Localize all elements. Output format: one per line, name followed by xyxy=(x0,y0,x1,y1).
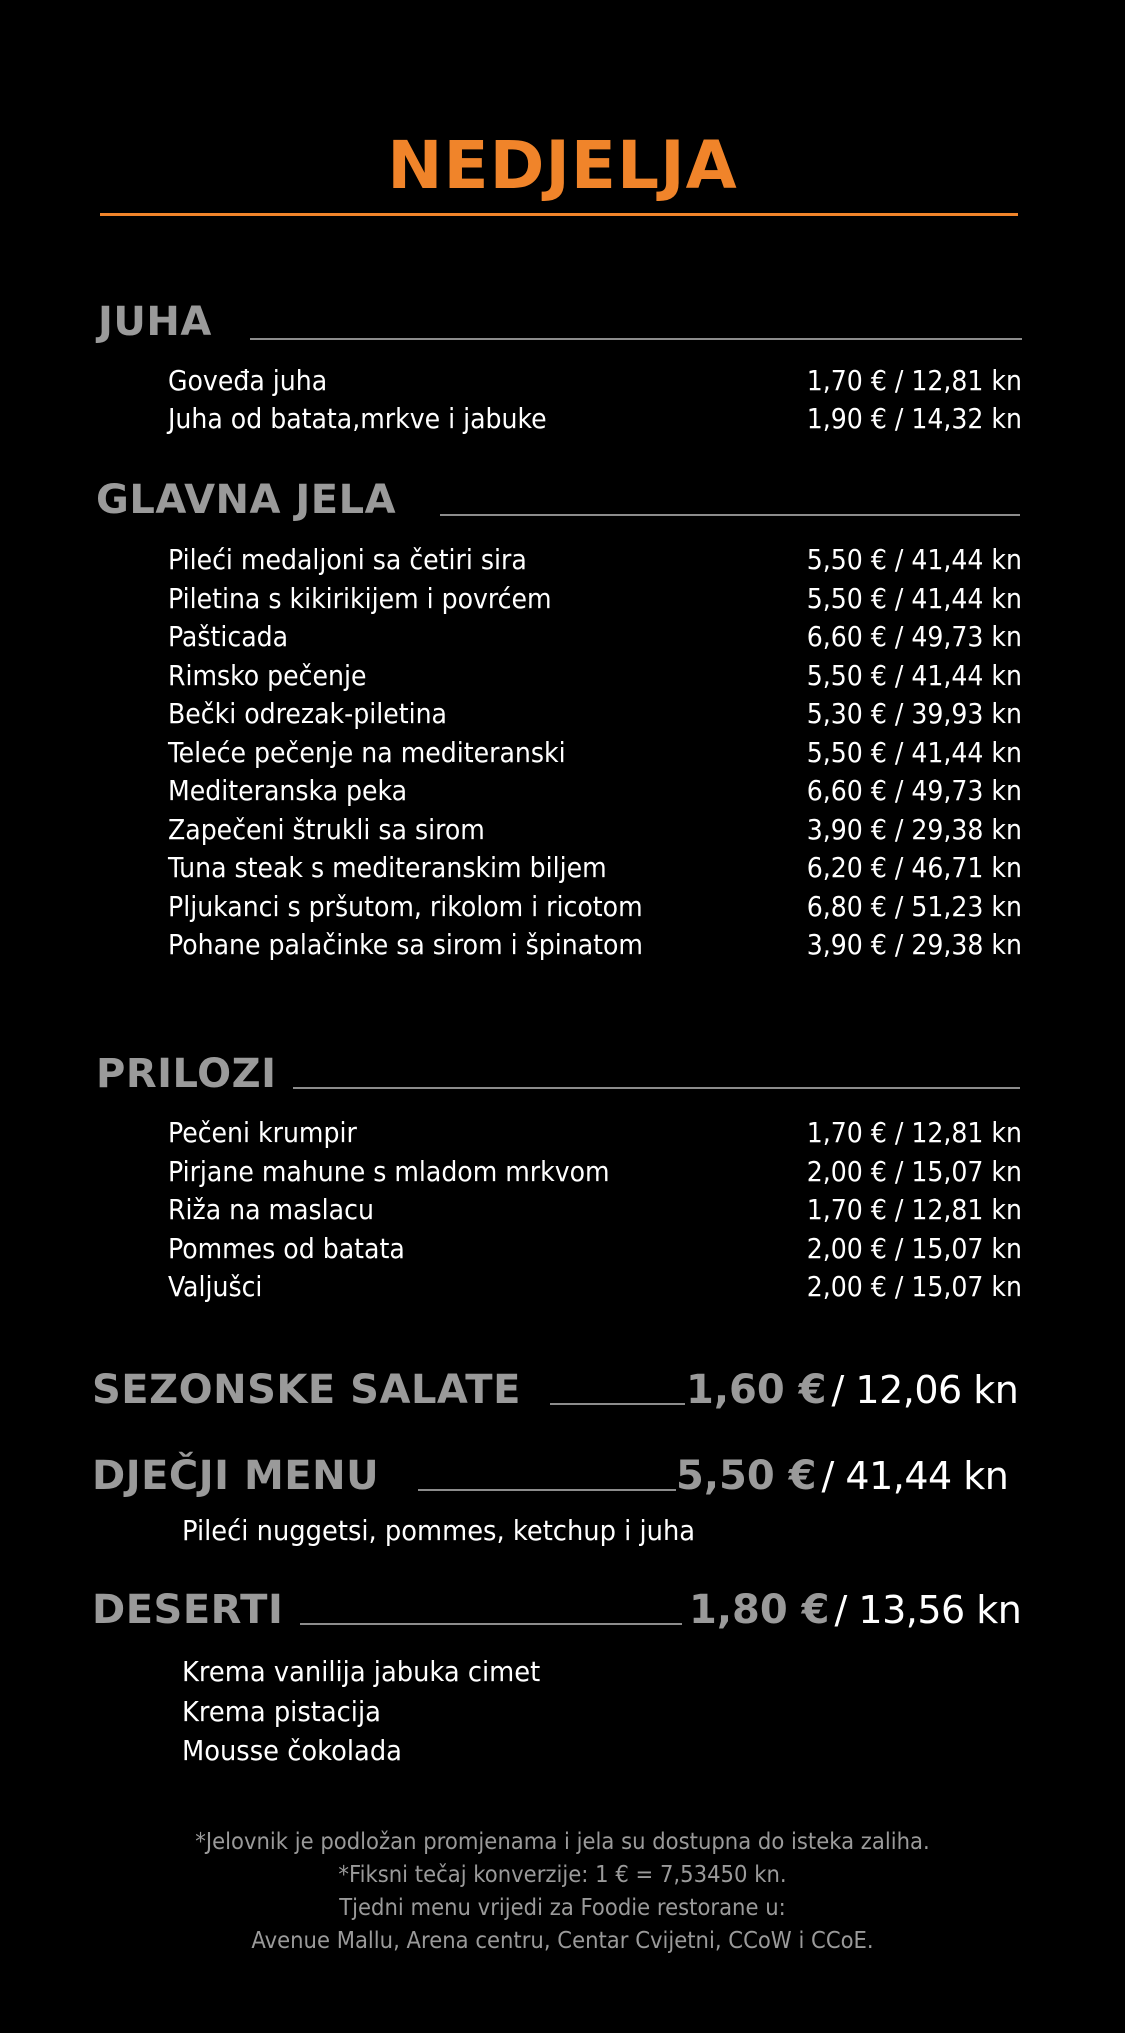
menu-item xyxy=(0,888,1125,926)
dessert-item: Mousse čokolada xyxy=(182,1734,402,1767)
item-price: 5,50 € / 41,44 kn xyxy=(806,658,1022,692)
section-divider-prilozi xyxy=(293,1087,1020,1089)
footer-line: Avenue Mallu, Arena centru, Centar Cvijetni, CCoW i CCoE. xyxy=(251,1928,874,1954)
item-price: 3,90 € / 29,38 kn xyxy=(806,928,1022,961)
item-name: Riža na maslacu xyxy=(168,1193,374,1226)
menu-item xyxy=(0,811,1125,849)
section-price-djecji-menu xyxy=(676,1452,1008,1508)
item-name: Pečeni krumpir xyxy=(168,1116,357,1149)
price-eur: 1,80 € xyxy=(689,1587,830,1633)
menu-item xyxy=(0,1268,1125,1306)
menu-item xyxy=(0,1230,1125,1268)
section-divider-juha xyxy=(250,338,1022,340)
dessert-item: Krema vanilija jabuka cimet xyxy=(182,1655,541,1688)
item-price: 5,50 € / 41,44 kn xyxy=(806,735,1022,769)
item-price: 2,00 € / 15,07 kn xyxy=(806,1231,1022,1265)
title-divider xyxy=(100,213,1018,216)
menu-item xyxy=(0,657,1125,695)
section-price-deserti xyxy=(689,1586,1021,1642)
menu-item xyxy=(0,362,1125,400)
section-heading-deserti: DESERTI xyxy=(92,1587,284,1633)
item-name: Tuna steak s mediteranskim biljem xyxy=(168,851,607,884)
item-name: Pohane palačinke sa sirom i špinatom xyxy=(168,928,643,961)
item-name: Pileći medaljoni sa četiri sira xyxy=(168,543,527,576)
menu-item xyxy=(0,734,1125,772)
item-name: Pašticada xyxy=(168,620,289,653)
menu-item xyxy=(0,772,1125,810)
price-eur: 5,50 € xyxy=(676,1453,817,1499)
menu-item xyxy=(0,926,1125,964)
item-name: Valjušci xyxy=(168,1270,263,1303)
section-divider-deserti xyxy=(300,1623,682,1625)
item-price: 2,00 € / 15,07 kn xyxy=(806,1154,1022,1188)
item-name: Zapečeni štrukli sa sirom xyxy=(168,812,485,846)
section-heading-djecji-menu: DJEČJI MENU xyxy=(92,1453,380,1499)
section-heading-juha: JUHA xyxy=(98,299,212,345)
djecji-menu-description: Pileći nuggetsi, pommes, ketchup i juha xyxy=(182,1514,696,1547)
item-name: Pommes od batata xyxy=(168,1231,405,1265)
dessert-item: Krema pistacija xyxy=(182,1695,381,1728)
item-price: 3,90 € / 29,38 kn xyxy=(806,812,1022,846)
item-price: 1,70 € / 12,81 kn xyxy=(806,1193,1022,1226)
item-name: Goveđa juha xyxy=(168,364,328,397)
menu-item xyxy=(0,1191,1125,1229)
item-price: 6,60 € / 49,73 kn xyxy=(806,620,1022,653)
section-divider-djecji-menu xyxy=(418,1489,676,1491)
item-name: Pljukanci s pršutom, rikolom i ricotom xyxy=(168,889,643,923)
item-name: Bečki odrezak-piletina xyxy=(168,697,447,730)
menu-item xyxy=(0,541,1125,579)
footer-line: Tjedni menu vrijedi za Foodie restorane u: xyxy=(339,1895,786,1921)
item-price: 1,90 € / 14,32 kn xyxy=(806,402,1022,435)
menu-item xyxy=(0,849,1125,887)
item-price: 6,20 € / 46,71 kn xyxy=(806,851,1022,884)
section-divider-glavna-jela xyxy=(440,514,1020,516)
section-heading-glavna-jela: GLAVNA JELA xyxy=(96,477,397,523)
item-price: 1,70 € / 12,81 kn xyxy=(806,364,1022,397)
item-name: Teleće pečenje na mediteranski xyxy=(168,735,566,769)
menu-item xyxy=(0,1153,1125,1191)
section-heading-sezonske-salate: SEZONSKE SALATE xyxy=(92,1367,521,1413)
item-name: Pirjane mahune s mladom mrkvom xyxy=(168,1154,610,1188)
price-eur: 1,60 € xyxy=(686,1367,827,1413)
item-name: Piletina s kikirikijem i povrćem xyxy=(168,581,552,615)
page-title: NEDJELJA xyxy=(387,127,738,204)
item-price: 6,60 € / 49,73 kn xyxy=(806,774,1022,807)
item-price: 5,50 € / 41,44 kn xyxy=(806,543,1022,576)
price-kn: / 12,06 kn xyxy=(831,1368,1019,1412)
section-heading-prilozi: PRILOZI xyxy=(96,1051,277,1097)
item-name: Rimsko pečenje xyxy=(168,658,367,692)
footer-line: *Jelovnik je podložan promjenama i jela su dostupna do isteka zaliha. xyxy=(195,1829,930,1855)
section-divider-sezonske-salate xyxy=(550,1403,685,1405)
item-price: 5,50 € / 41,44 kn xyxy=(806,581,1022,615)
item-price: 6,80 € / 51,23 kn xyxy=(806,889,1022,923)
footer-line: *Fiksni tečaj konverzije: 1 € = 7,53450 kn. xyxy=(338,1862,787,1888)
menu-item xyxy=(0,618,1125,656)
item-name: Mediteranska peka xyxy=(168,774,408,807)
menu-item xyxy=(0,695,1125,733)
item-price: 2,00 € / 15,07 kn xyxy=(806,1270,1022,1303)
section-price-sezonske-salate xyxy=(686,1366,1018,1422)
menu-item xyxy=(0,400,1125,438)
price-kn: / 41,44 kn xyxy=(821,1454,1009,1498)
item-price: 1,70 € / 12,81 kn xyxy=(806,1116,1022,1149)
item-name: Juha od batata,mrkve i jabuke xyxy=(168,402,547,435)
menu-item xyxy=(0,1114,1125,1152)
item-price: 5,30 € / 39,93 kn xyxy=(806,697,1022,730)
footer-notes xyxy=(0,1826,1125,1958)
menu-item xyxy=(0,580,1125,618)
price-kn: / 13,56 kn xyxy=(834,1588,1022,1632)
